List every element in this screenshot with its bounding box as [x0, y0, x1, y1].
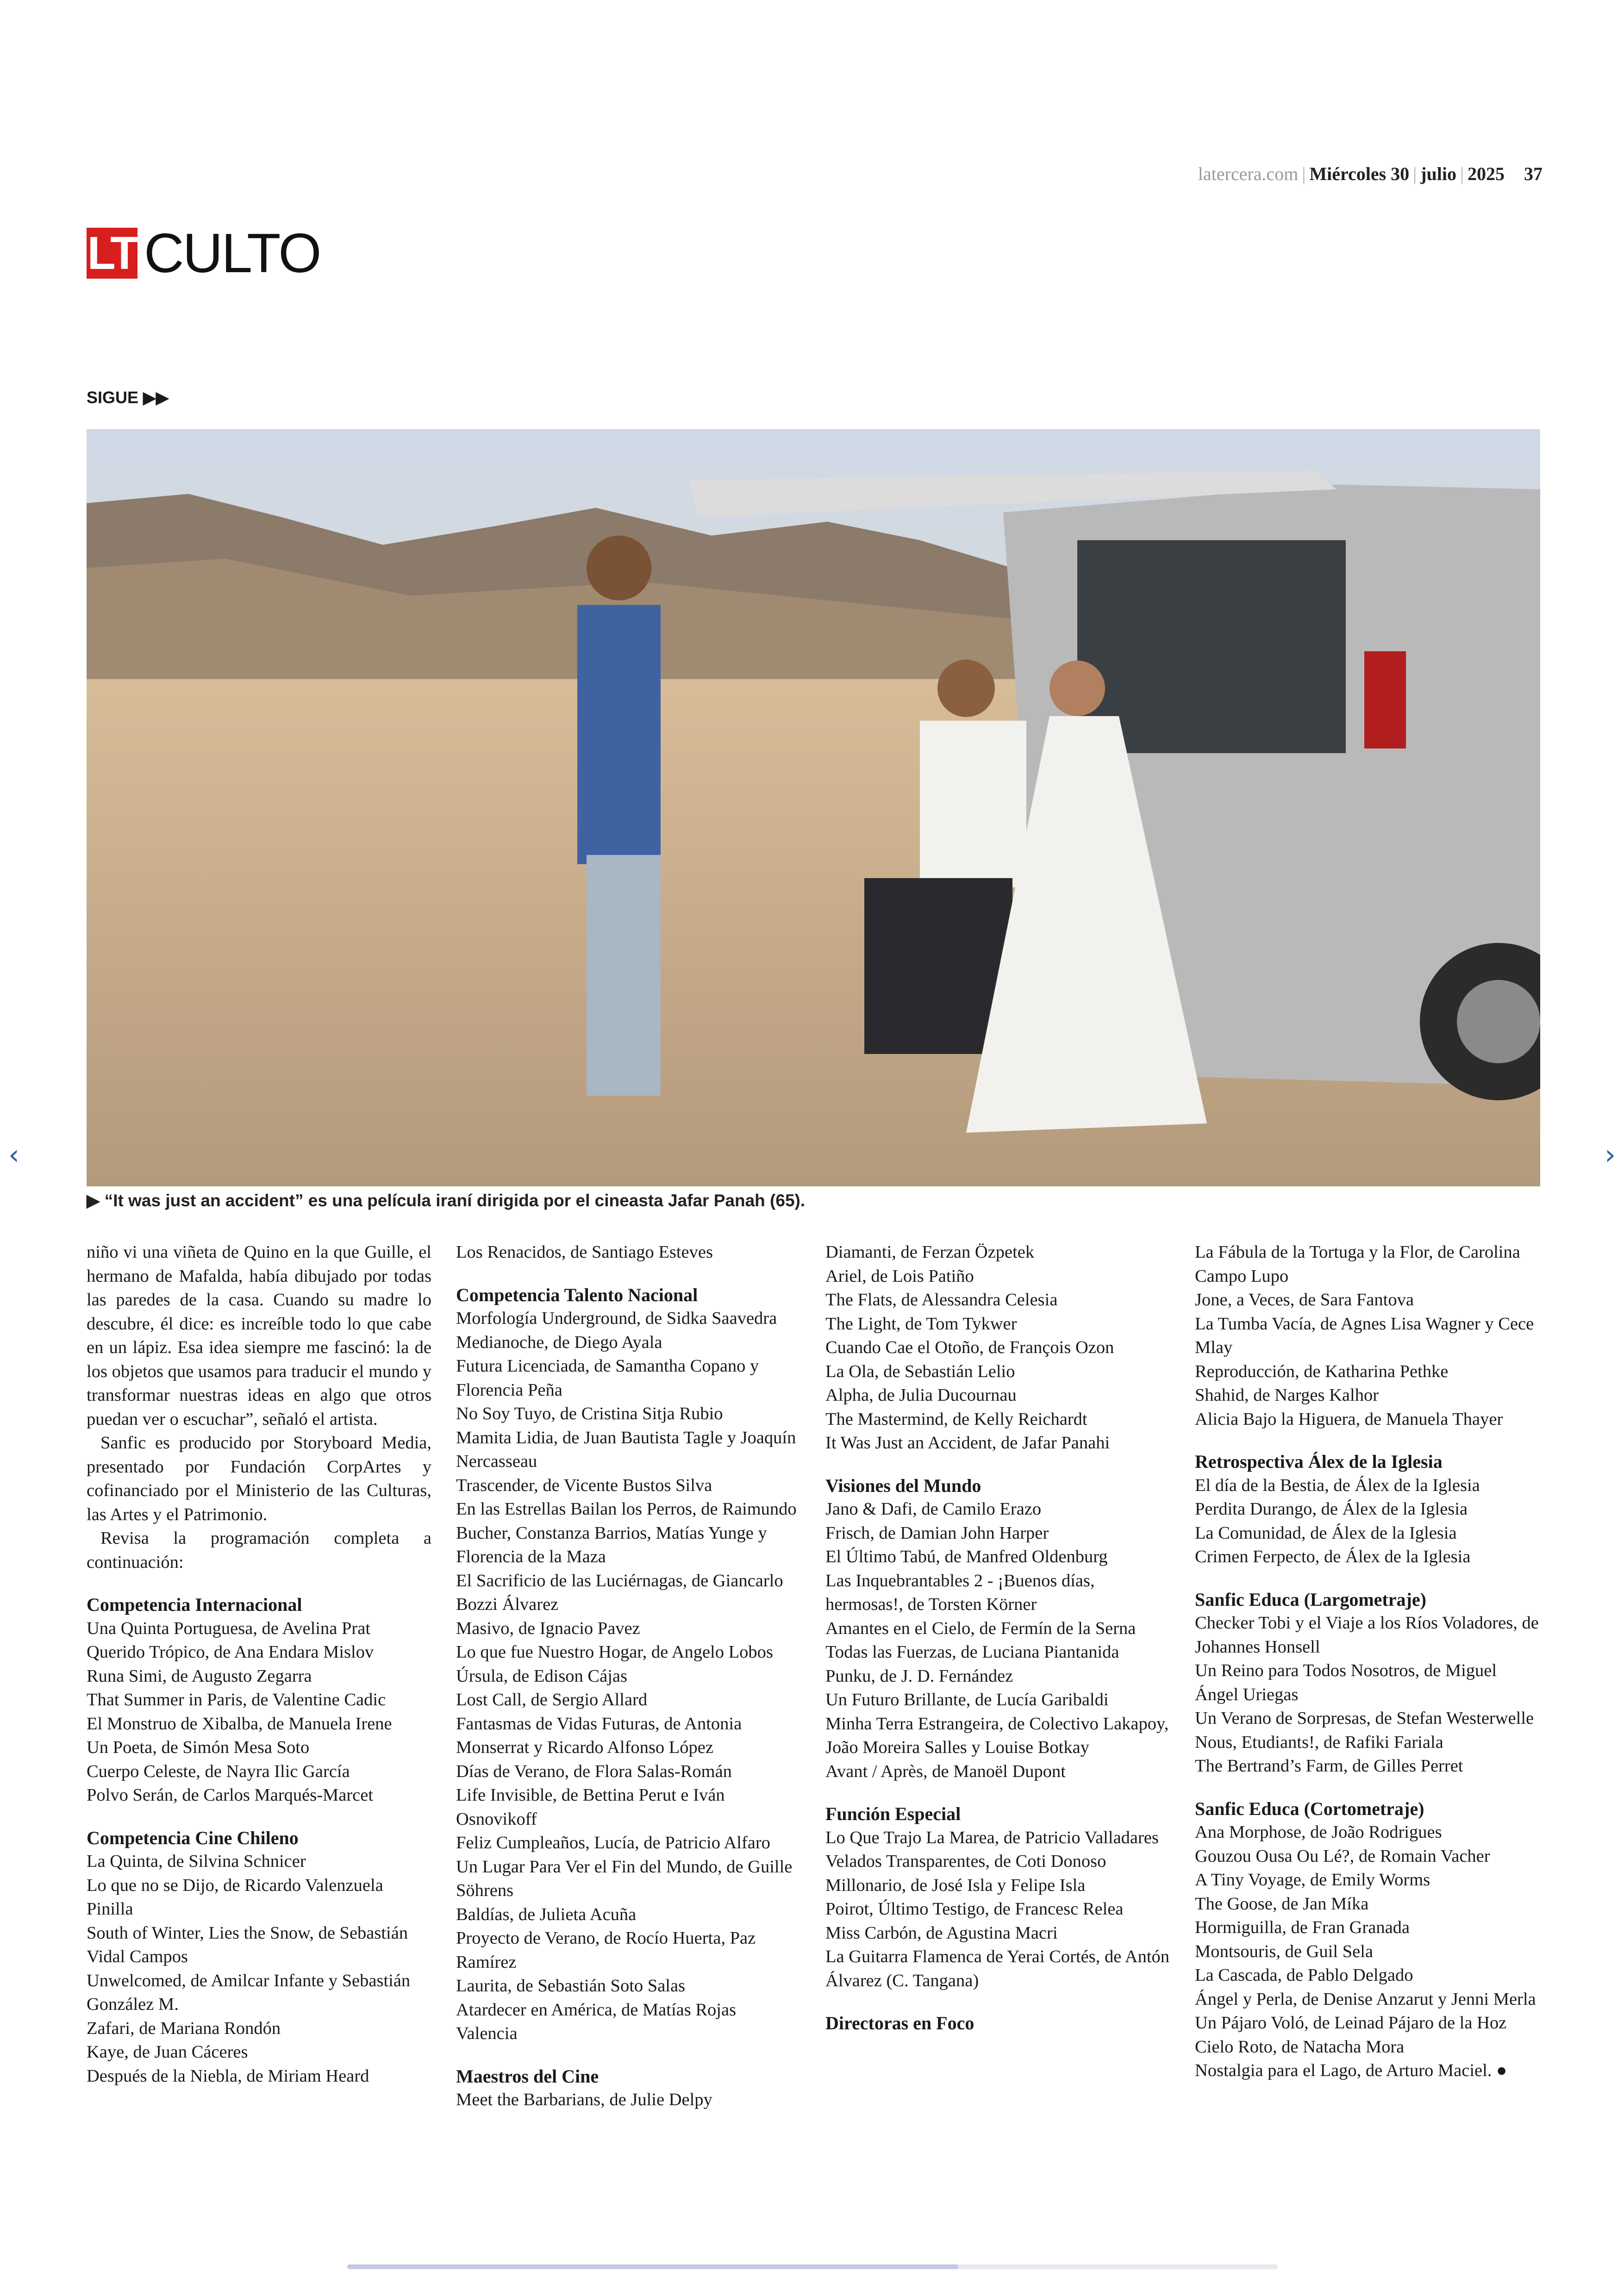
header-year: 2025 [1468, 163, 1505, 184]
list-item: Laurita, de Sebastián Soto Salas [456, 1976, 686, 1996]
page-scrollbar[interactable] [347, 2264, 1278, 2269]
column-3 [825, 1241, 1170, 2035]
list-item: Baldías, de Julieta Acuña [456, 1904, 637, 1924]
prev-page-arrow-icon[interactable]: ‹ [8, 1139, 19, 1171]
list-item: Masivo, de Ignacio Pavez [456, 1618, 640, 1638]
list-item: The Flats, de Alessandra Celesia [825, 1290, 1058, 1310]
photo-caption: ▶ “It was just an accident” es una película iraní dirigida por el cineasta Jafar Panah (65). [87, 1191, 806, 1210]
list-item: Un Futuro Brillante, de Lucía Garibaldi [825, 1690, 1109, 1709]
list-item: The Mastermind, de Kelly Reichardt [825, 1409, 1087, 1429]
list-item: El Último Tabú, de Manfred Oldenburg [825, 1547, 1108, 1566]
lt-logo: LT [87, 227, 137, 279]
site-link[interactable]: latercera.com [1198, 163, 1299, 184]
list-item: Cuerpo Celeste, de Nayra Ilic García [87, 1761, 350, 1781]
column-4 [1195, 1241, 1540, 2083]
list-item: Feliz Cumpleaños, Lucía, de Patricio Alfaro [456, 1833, 770, 1852]
list-item: Nostalgia para el Lago, de Arturo Maciel. ● [1195, 2061, 1507, 2080]
list-item: Ángel y Perla, de Denise Anzarut y Jenni Merla [1195, 1989, 1536, 2009]
list-item: Los Renacidos, de Santiago Esteves [456, 1242, 713, 1262]
list-item: Zafari, de Mariana Rondón [87, 2018, 281, 2038]
list-item: El Sacrificio de las Luciérnagas, de Giancarlo Bozzi Álvarez [456, 1571, 783, 1614]
list-item: Montsouris, de Guil Sela [1195, 1941, 1373, 1961]
list-item: Avant / Après, de Manoël Dupont [825, 1761, 1066, 1781]
list-item: Kaye, de Juan Cáceres [87, 2042, 248, 2062]
list-item: Alicia Bajo la Higuera, de Manuela Thayer [1195, 1409, 1503, 1429]
list-item: Minha Terra Estrangeira, de Colectivo Lakapoy, João Moreira Salles y Louise Botkay [825, 1714, 1169, 1757]
list-item: Ana Morphose, de João Rodrigues [1195, 1822, 1442, 1842]
list-item: Polvo Serán, de Carlos Marqués-Marcet [87, 1785, 374, 1805]
list-item: Las Inquebrantables 2 - ¡Buenos días, hermosas!, de Torsten Körner [825, 1571, 1095, 1614]
list-item: It Was Just an Accident, de Jafar Panahi [825, 1433, 1110, 1453]
section-heading: Sanfic Educa (Cortometraje) [1195, 1798, 1424, 1819]
film-still-illustration [87, 429, 1540, 1186]
list-item: La Ola, de Sebastián Lelio [825, 1361, 1015, 1381]
list-item: Gouzou Ousa Ou Lé?, de Romain Vacher [1195, 1846, 1490, 1866]
list-item: Reproducción, de Katharina Pethke [1195, 1361, 1449, 1381]
page-header: latercera.com | Miércoles 30 | julio | 2025 37 [1198, 163, 1543, 184]
list-item: Runa Simi, de Augusto Zegarra [87, 1666, 312, 1686]
continued-label: SIGUE ▶▶ [87, 388, 169, 407]
section-heading: Función Especial [825, 1803, 961, 1824]
list-item: Amantes en el Cielo, de Fermín de la Serna [825, 1618, 1136, 1638]
list-item: South of Winter, Lies the Snow, de Sebastián Vidal Campos [87, 1923, 408, 1966]
list-item: Ariel, de Lois Patiño [825, 1266, 974, 1286]
list-item: The Bertrand’s Farm, de Gilles Perret [1195, 1756, 1463, 1776]
column-2 [456, 1241, 801, 2112]
list-item: La Tumba Vacía, de Agnes Lisa Wagner y Cece Mlay [1195, 1314, 1534, 1357]
list-item: El Monstruo de Xibalba, de Manuela Irene [87, 1714, 392, 1734]
list-item: Cuando Cae el Otoño, de François Ozon [825, 1338, 1114, 1357]
list-item: Úrsula, de Edison Cájas [456, 1666, 627, 1686]
list-item: Lo que fue Nuestro Hogar, de Angelo Lobos [456, 1642, 773, 1662]
list-item: Hormiguilla, de Fran Granada [1195, 1918, 1410, 1937]
list-item: Fantasmas de Vidas Futuras, de Antonia Monserrat y Ricardo Alfonso López [456, 1714, 742, 1757]
list-item: The Goose, de Jan Míka [1195, 1894, 1369, 1914]
list-item: Un Poeta, de Simón Mesa Soto [87, 1738, 310, 1757]
list-item: Life Invisible, de Bettina Perut e Iván Osnovikoff [456, 1785, 725, 1829]
list-item: Miss Carbón, de Agustina Macri [825, 1923, 1058, 1943]
scrollbar-thumb[interactable] [347, 2264, 958, 2269]
list-item: Un Pájaro Voló, de Leinad Pájaro de la Hoz [1195, 2013, 1507, 2033]
list-item: The Light, de Tom Tykwer [825, 1314, 1017, 1334]
section-heading: Visiones del Mundo [825, 1475, 981, 1496]
list-item: La Fábula de la Tortuga y la Flor, de Carolina Campo Lupo [1195, 1242, 1520, 1286]
list-item: La Comunidad, de Álex de la Iglesia [1195, 1523, 1457, 1543]
list-item: Punku, de J. D. Fernández [825, 1666, 1013, 1686]
list-item: Jano & Dafi, de Camilo Erazo [825, 1499, 1042, 1519]
list-item: Jone, a Veces, de Sara Fantova [1195, 1290, 1414, 1310]
list-item: Perdita Durango, de Álex de la Iglesia [1195, 1499, 1468, 1519]
section-heading: Retrospectiva Álex de la Iglesia [1195, 1451, 1443, 1472]
section-heading: Competencia Cine Chileno [87, 1827, 299, 1848]
list-item: Lo que no se Dijo, de Ricardo Valenzuela Pinilla [87, 1875, 383, 1919]
list-item: No Soy Tuyo, de Cristina Sitja Rubio [456, 1404, 723, 1423]
list-item: Nous, Etudiants!, de Rafiki Fariala [1195, 1732, 1443, 1752]
intro-paragraph: Sanfic es producido por Storyboard Media, presentado por Fundación CorpArtes y cofinanciado por el Ministerio de las Culturas, las Artes y el Patrimonio. [87, 1433, 431, 1524]
list-item: En las Estrellas Bailan los Perros, de Raimundo Bucher, Constanza Barrios, Matías Yunge y Florencia de la Maza [456, 1499, 797, 1566]
list-item: Un Verano de Sorpresas, de Stefan Westerwelle [1195, 1709, 1534, 1728]
list-item: La Guitarra Flamenca de Yerai Cortés, de Antón Álvarez (C. Tangana) [825, 1947, 1170, 1990]
list-item: Un Reino para Todos Nosotros, de Miguel Ángel Uriegas [1195, 1661, 1497, 1704]
list-item: Una Quinta Portuguesa, de Avelina Prat [87, 1618, 371, 1638]
column-1 [87, 1241, 431, 2088]
list-item: Un Lugar Para Ver el Fin del Mundo, de Guille Söhrens [456, 1857, 793, 1900]
next-page-arrow-icon[interactable]: › [1605, 1139, 1616, 1171]
list-item: A Tiny Voyage, de Emily Worms [1195, 1870, 1430, 1890]
section-brand [87, 221, 320, 285]
film-still-photo [87, 429, 1540, 1186]
list-item: Atardecer en América, de Matías Rojas Valencia [456, 2000, 737, 2043]
list-item: El día de la Bestia, de Álex de la Iglesia [1195, 1475, 1480, 1495]
list-item: Millonario, de José Isla y Felipe Isla [825, 1875, 1086, 1895]
list-item: Shahid, de Narges Kalhor [1195, 1385, 1379, 1405]
list-item: Frisch, de Damian John Harper [825, 1523, 1049, 1543]
header-month: julio [1420, 163, 1456, 184]
section-heading: Competencia Talento Nacional [456, 1284, 698, 1305]
section-title: CULTO [144, 222, 320, 284]
section-heading: Sanfic Educa (Largometraje) [1195, 1589, 1426, 1610]
list-item: Días de Verano, de Flora Salas-Román [456, 1761, 732, 1781]
list-item: That Summer in Paris, de Valentine Cadic [87, 1690, 386, 1709]
intro-paragraph: niño vi una viñeta de Quino en la que Guille, el hermano de Mafalda, había dibujado por todas las paredes de la casa. Cuando su madre lo descubre, él dice: es increíble todo lo que cabe en un lápiz. Esa idea siempre me fascinó: la de los objetos que usamos para traducir el mundo y transformar nuestras ideas en algo que otros puedan ver o escuchar”, señaló el artista. [87, 1242, 431, 1429]
list-item: Checker Tobi y el Viaje a los Ríos Voladores, de Johannes Honsell [1195, 1613, 1539, 1657]
list-item: Alpha, de Julia Ducournau [825, 1385, 1017, 1405]
list-item: Poirot, Último Testigo, de Francesc Relea [825, 1899, 1124, 1919]
section-heading: Maestros del Cine [456, 2065, 599, 2087]
list-item: La Quinta, de Silvina Schnicer [87, 1852, 306, 1871]
page-number: 37 [1524, 163, 1543, 184]
list-item: Todas las Fuerzas, de Luciana Piantanida [825, 1642, 1119, 1662]
header-day: Miércoles 30 [1309, 163, 1410, 184]
list-item: Querido Trópico, de Ana Endara Mislov [87, 1642, 374, 1662]
list-item: Velados Transparentes, de Coti Donoso [825, 1852, 1106, 1871]
list-item: Meet the Barbarians, de Julie Delpy [456, 2090, 712, 2109]
list-item: Después de la Niebla, de Miriam Heard [87, 2066, 369, 2086]
section-heading: Directoras en Foco [825, 2013, 974, 2033]
list-item: Lost Call, de Sergio Allard [456, 1690, 648, 1709]
list-item: La Cascada, de Pablo Delgado [1195, 1965, 1413, 1985]
list-item: Mamita Lidia, de Juan Bautista Tagle y Joaquín Nercasseau [456, 1428, 796, 1471]
list-item: Futura Licenciada, de Samantha Copano y Florencia Peña [456, 1356, 759, 1400]
list-item: Lo Que Trajo La Marea, de Patricio Valladares [825, 1827, 1159, 1847]
list-item: Medianoche, de Diego Ayala [456, 1332, 662, 1352]
section-heading: Competencia Internacional [87, 1594, 302, 1615]
intro-paragraph: Revisa la programación completa a continuación: [87, 1528, 431, 1572]
list-item: Diamanti, de Ferzan Özpetek [825, 1242, 1035, 1262]
list-item: Morfología Underground, de Sidka Saavedra [456, 1309, 777, 1328]
list-item: Crimen Ferpecto, de Álex de la Iglesia [1195, 1547, 1471, 1566]
list-item: Trascender, de Vicente Bustos Silva [456, 1475, 712, 1495]
list-item: Proyecto de Verano, de Rocío Huerta, Paz Ramírez [456, 1928, 756, 1972]
list-item: Cielo Roto, de Natacha Mora [1195, 2037, 1405, 2057]
list-item: Unwelcomed, de Amilcar Infante y Sebastián González M. [87, 1971, 411, 2014]
